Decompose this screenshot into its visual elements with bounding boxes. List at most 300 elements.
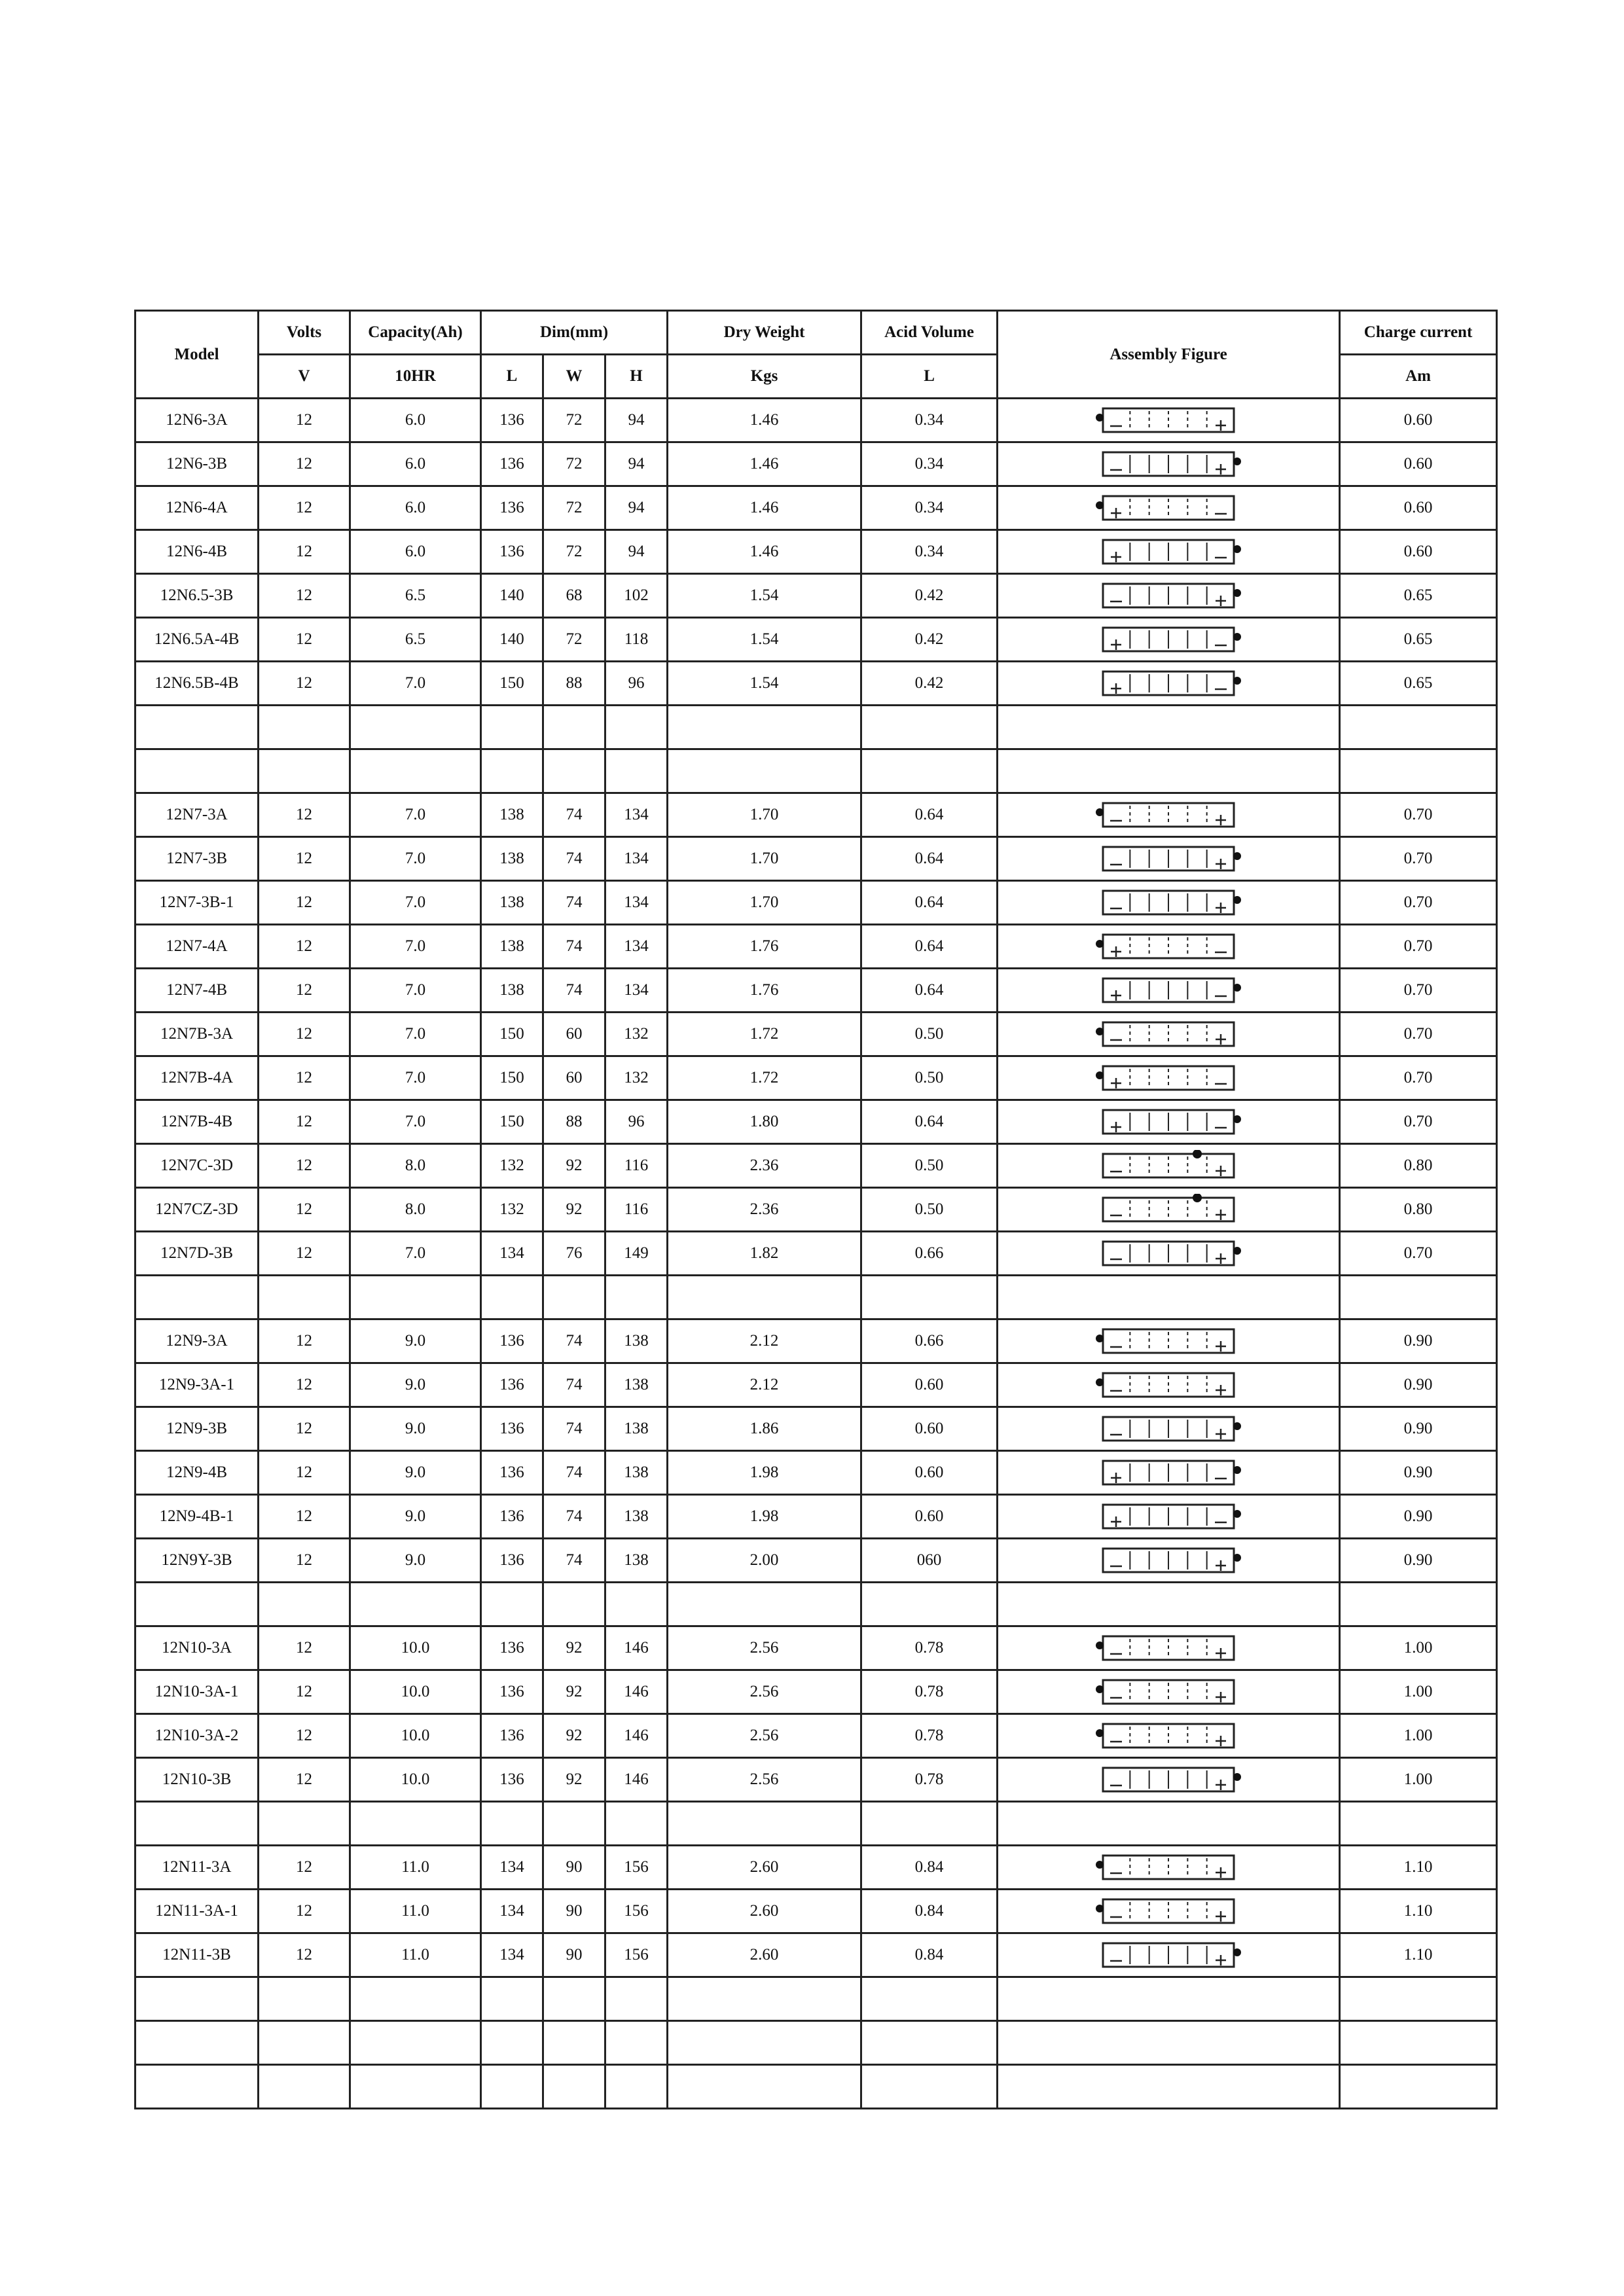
charge-current-cell: 1.00 xyxy=(1340,1714,1497,1758)
battery-spec-table xyxy=(134,310,1498,2109)
dim-w-cell xyxy=(543,749,605,793)
dim-l-cell: 140 xyxy=(481,574,543,618)
acid-volume-cell: 0.78 xyxy=(861,1670,998,1714)
dry-weight-cell: 1.70 xyxy=(668,793,861,837)
dim-h-cell: 134 xyxy=(605,881,668,925)
dim-w-cell: 76 xyxy=(543,1232,605,1276)
table-row xyxy=(135,1802,1497,1846)
acid-volume-cell xyxy=(861,706,998,749)
assembly-figure-cell xyxy=(998,1407,1340,1451)
acid-volume-cell: 0.78 xyxy=(861,1758,998,1802)
dim-w-cell: 74 xyxy=(543,1495,605,1539)
model-cell: 12N9-3A xyxy=(135,1319,259,1363)
assembly-figure-cell xyxy=(998,1846,1340,1890)
charge-current-cell: 0.60 xyxy=(1340,399,1497,442)
dim-l-cell xyxy=(481,1977,543,2021)
dry-weight-cell: 2.56 xyxy=(668,1670,861,1714)
assembly-figure-cell xyxy=(998,1056,1340,1100)
battery-terminal-diagram-icon xyxy=(1090,580,1247,611)
table-row xyxy=(135,2065,1497,2109)
table-row xyxy=(135,442,1497,486)
assembly-figure-cell xyxy=(998,1802,1340,1846)
table-row xyxy=(135,1363,1497,1407)
dim-l-cell: 138 xyxy=(481,925,543,969)
dry-weight-cell xyxy=(668,1583,861,1626)
dim-w-cell xyxy=(543,1802,605,1846)
dim-w-cell: 74 xyxy=(543,1539,605,1583)
dim-w-cell: 74 xyxy=(543,1319,605,1363)
charge-current-cell: 1.00 xyxy=(1340,1670,1497,1714)
dry-weight-cell: 1.54 xyxy=(668,618,861,662)
dry-weight-cell: 2.12 xyxy=(668,1363,861,1407)
capacity-cell: 9.0 xyxy=(350,1363,481,1407)
dry-weight-cell: 2.00 xyxy=(668,1539,861,1583)
charge-current-cell: 1.00 xyxy=(1340,1626,1497,1670)
volts-cell: 12 xyxy=(259,1670,350,1714)
model-cell: 12N10-3B xyxy=(135,1758,259,1802)
volts-cell: 12 xyxy=(259,881,350,925)
dim-h-cell: 102 xyxy=(605,574,668,618)
charge-current-cell: 0.65 xyxy=(1340,574,1497,618)
table-row xyxy=(135,1890,1497,1933)
table-row xyxy=(135,793,1497,837)
capacity-cell: 6.0 xyxy=(350,442,481,486)
acid-volume-cell xyxy=(861,1802,998,1846)
acid-volume-cell: 0.42 xyxy=(861,618,998,662)
battery-terminal-diagram-icon xyxy=(1090,1895,1247,1927)
capacity-cell: 11.0 xyxy=(350,1846,481,1890)
table-row xyxy=(135,1933,1497,1977)
dim-h-cell: 132 xyxy=(605,1056,668,1100)
header-volts-unit: V xyxy=(259,355,350,399)
capacity-cell: 7.0 xyxy=(350,1056,481,1100)
dim-h-cell: 134 xyxy=(605,925,668,969)
battery-terminal-diagram-icon xyxy=(1090,668,1247,699)
capacity-cell: 6.0 xyxy=(350,486,481,530)
volts-cell: 12 xyxy=(259,662,350,706)
acid-volume-cell: 0.64 xyxy=(861,881,998,925)
model-cell: 12N6-4B xyxy=(135,530,259,574)
model-cell xyxy=(135,1583,259,1626)
table-row xyxy=(135,749,1497,793)
dim-w-cell xyxy=(543,706,605,749)
table-row xyxy=(135,1495,1497,1539)
charge-current-cell: 0.70 xyxy=(1340,1013,1497,1056)
dim-l-cell: 134 xyxy=(481,1933,543,1977)
header-dim-l: L xyxy=(481,355,543,399)
dim-l-cell: 138 xyxy=(481,793,543,837)
dim-h-cell: 156 xyxy=(605,1890,668,1933)
volts-cell: 12 xyxy=(259,1056,350,1100)
acid-volume-cell: 0.50 xyxy=(861,1056,998,1100)
dim-h-cell: 94 xyxy=(605,399,668,442)
dry-weight-cell: 2.60 xyxy=(668,1933,861,1977)
table-row xyxy=(135,1100,1497,1144)
model-cell: 12N7-3A xyxy=(135,793,259,837)
dry-weight-cell xyxy=(668,749,861,793)
table-row xyxy=(135,399,1497,442)
charge-current-cell: 0.70 xyxy=(1340,925,1497,969)
table-row xyxy=(135,1758,1497,1802)
dim-l-cell: 138 xyxy=(481,881,543,925)
dim-l-cell: 132 xyxy=(481,1188,543,1232)
dim-h-cell xyxy=(605,1977,668,2021)
volts-cell xyxy=(259,2021,350,2065)
acid-volume-cell: 0.34 xyxy=(861,530,998,574)
volts-cell: 12 xyxy=(259,1188,350,1232)
battery-terminal-diagram-icon xyxy=(1090,1545,1247,1576)
charge-current-cell: 0.70 xyxy=(1340,969,1497,1013)
dry-weight-cell: 2.36 xyxy=(668,1144,861,1188)
capacity-cell: 7.0 xyxy=(350,1232,481,1276)
volts-cell: 12 xyxy=(259,442,350,486)
assembly-figure-cell xyxy=(998,1363,1340,1407)
charge-current-cell: 0.90 xyxy=(1340,1319,1497,1363)
assembly-figure-cell xyxy=(998,2065,1340,2109)
dim-w-cell: 68 xyxy=(543,574,605,618)
dim-h-cell: 134 xyxy=(605,837,668,881)
charge-current-cell xyxy=(1340,706,1497,749)
table-row xyxy=(135,1451,1497,1495)
dry-weight-cell: 1.76 xyxy=(668,925,861,969)
volts-cell: 12 xyxy=(259,969,350,1013)
table-row xyxy=(135,1583,1497,1626)
volts-cell: 12 xyxy=(259,1714,350,1758)
dry-weight-cell: 2.56 xyxy=(668,1714,861,1758)
model-cell: 12N9-4B-1 xyxy=(135,1495,259,1539)
battery-terminal-diagram-icon xyxy=(1090,1238,1247,1269)
charge-current-cell: 1.10 xyxy=(1340,1933,1497,1977)
volts-cell: 12 xyxy=(259,837,350,881)
charge-current-cell: 0.90 xyxy=(1340,1539,1497,1583)
dim-w-cell: 74 xyxy=(543,1407,605,1451)
volts-cell: 12 xyxy=(259,1100,350,1144)
dim-w-cell: 72 xyxy=(543,442,605,486)
dim-h-cell: 94 xyxy=(605,486,668,530)
table-row xyxy=(135,1846,1497,1890)
acid-volume-cell: 0.42 xyxy=(861,574,998,618)
capacity-cell: 10.0 xyxy=(350,1626,481,1670)
dry-weight-cell xyxy=(668,2065,861,2109)
table-row xyxy=(135,1670,1497,1714)
volts-cell: 12 xyxy=(259,486,350,530)
dry-weight-cell: 2.60 xyxy=(668,1890,861,1933)
charge-current-cell: 0.90 xyxy=(1340,1495,1497,1539)
dim-l-cell: 136 xyxy=(481,1495,543,1539)
dim-h-cell xyxy=(605,2065,668,2109)
assembly-figure-cell xyxy=(998,793,1340,837)
header-dim: Dim(mm) xyxy=(481,311,668,355)
model-cell: 12N10-3A-1 xyxy=(135,1670,259,1714)
dim-l-cell: 136 xyxy=(481,1539,543,1583)
assembly-figure-cell xyxy=(998,1451,1340,1495)
dry-weight-cell: 1.98 xyxy=(668,1451,861,1495)
dry-weight-cell: 1.46 xyxy=(668,530,861,574)
charge-current-cell xyxy=(1340,1802,1497,1846)
dim-l-cell xyxy=(481,706,543,749)
dim-l-cell: 136 xyxy=(481,530,543,574)
model-cell: 12N6-3B xyxy=(135,442,259,486)
acid-volume-cell: 0.84 xyxy=(861,1846,998,1890)
battery-terminal-diagram-icon xyxy=(1090,1413,1247,1444)
acid-volume-cell: 0.60 xyxy=(861,1363,998,1407)
capacity-cell xyxy=(350,1583,481,1626)
dim-w-cell: 74 xyxy=(543,881,605,925)
charge-current-cell: 0.70 xyxy=(1340,1056,1497,1100)
dry-weight-cell: 1.72 xyxy=(668,1056,861,1100)
dim-w-cell: 74 xyxy=(543,925,605,969)
battery-terminal-diagram-icon xyxy=(1090,1018,1247,1050)
assembly-figure-cell xyxy=(998,1758,1340,1802)
assembly-figure-cell xyxy=(998,1144,1340,1188)
acid-volume-cell: 0.50 xyxy=(861,1188,998,1232)
model-cell: 12N9-4B xyxy=(135,1451,259,1495)
charge-current-cell: 0.90 xyxy=(1340,1451,1497,1495)
battery-terminal-diagram-icon xyxy=(1090,448,1247,480)
dim-w-cell: 92 xyxy=(543,1714,605,1758)
volts-cell: 12 xyxy=(259,618,350,662)
assembly-figure-cell xyxy=(998,1714,1340,1758)
volts-cell: 12 xyxy=(259,1539,350,1583)
acid-volume-cell: 0.84 xyxy=(861,1890,998,1933)
table-row xyxy=(135,1232,1497,1276)
dim-h-cell: 138 xyxy=(605,1539,668,1583)
dim-h-cell xyxy=(605,1276,668,1319)
dim-w-cell xyxy=(543,2065,605,2109)
capacity-cell: 7.0 xyxy=(350,969,481,1013)
volts-cell: 12 xyxy=(259,1626,350,1670)
battery-terminal-diagram-icon xyxy=(1090,975,1247,1006)
battery-terminal-diagram-icon xyxy=(1090,931,1247,962)
charge-current-cell: 0.60 xyxy=(1340,442,1497,486)
dry-weight-cell: 1.86 xyxy=(668,1407,861,1451)
dim-h-cell: 134 xyxy=(605,793,668,837)
dry-weight-cell: 1.54 xyxy=(668,662,861,706)
table-row xyxy=(135,706,1497,749)
volts-cell: 12 xyxy=(259,1319,350,1363)
capacity-cell xyxy=(350,1802,481,1846)
header-dry-weight-unit: Kgs xyxy=(668,355,861,399)
acid-volume-cell: 0.78 xyxy=(861,1626,998,1670)
dry-weight-cell: 2.56 xyxy=(668,1626,861,1670)
dim-h-cell: 146 xyxy=(605,1670,668,1714)
dim-h-cell: 132 xyxy=(605,1013,668,1056)
header-row-1 xyxy=(135,311,1497,355)
dim-h-cell xyxy=(605,2021,668,2065)
battery-terminal-diagram-icon xyxy=(1090,1062,1247,1094)
battery-terminal-diagram-icon xyxy=(1090,492,1247,524)
dim-l-cell: 132 xyxy=(481,1144,543,1188)
battery-terminal-diagram-icon xyxy=(1090,1106,1247,1138)
battery-terminal-diagram-icon xyxy=(1090,1676,1247,1708)
acid-volume-cell xyxy=(861,749,998,793)
table-row xyxy=(135,662,1497,706)
dry-weight-cell: 1.80 xyxy=(668,1100,861,1144)
dim-w-cell: 88 xyxy=(543,1100,605,1144)
assembly-figure-cell xyxy=(998,881,1340,925)
header-capacity-unit: 10HR xyxy=(350,355,481,399)
table-row xyxy=(135,1144,1497,1188)
dim-w-cell xyxy=(543,1276,605,1319)
volts-cell: 12 xyxy=(259,1933,350,1977)
charge-current-cell xyxy=(1340,1276,1497,1319)
model-cell: 12N11-3A xyxy=(135,1846,259,1890)
assembly-figure-cell xyxy=(998,1890,1340,1933)
dry-weight-cell: 1.70 xyxy=(668,837,861,881)
assembly-figure-cell xyxy=(998,1626,1340,1670)
dim-w-cell xyxy=(543,1977,605,2021)
table-row xyxy=(135,1977,1497,2021)
charge-current-cell: 0.60 xyxy=(1340,486,1497,530)
acid-volume-cell: 0.60 xyxy=(861,1495,998,1539)
assembly-figure-cell xyxy=(998,399,1340,442)
dim-l-cell xyxy=(481,1583,543,1626)
assembly-figure-cell xyxy=(998,442,1340,486)
assembly-figure-cell xyxy=(998,1100,1340,1144)
charge-current-cell xyxy=(1340,749,1497,793)
table-row xyxy=(135,1013,1497,1056)
charge-current-cell: 0.65 xyxy=(1340,618,1497,662)
model-cell xyxy=(135,2065,259,2109)
model-cell: 12N7-4A xyxy=(135,925,259,969)
table-row xyxy=(135,881,1497,925)
charge-current-cell xyxy=(1340,2065,1497,2109)
assembly-figure-cell xyxy=(998,486,1340,530)
dim-l-cell: 136 xyxy=(481,1714,543,1758)
model-cell: 12N10-3A-2 xyxy=(135,1714,259,1758)
assembly-figure-cell xyxy=(998,1013,1340,1056)
dry-weight-cell xyxy=(668,2021,861,2065)
capacity-cell: 10.0 xyxy=(350,1670,481,1714)
header-assembly-figure: Assembly Figure xyxy=(998,311,1340,399)
dim-l-cell xyxy=(481,1802,543,1846)
battery-terminal-diagram-icon xyxy=(1090,1852,1247,1883)
dim-w-cell: 72 xyxy=(543,530,605,574)
dry-weight-cell: 1.98 xyxy=(668,1495,861,1539)
acid-volume-cell: 0.64 xyxy=(861,837,998,881)
dim-h-cell xyxy=(605,1802,668,1846)
charge-current-cell: 0.70 xyxy=(1340,1100,1497,1144)
dim-l-cell: 134 xyxy=(481,1890,543,1933)
table-row xyxy=(135,486,1497,530)
acid-volume-cell: 060 xyxy=(861,1539,998,1583)
dim-w-cell: 72 xyxy=(543,486,605,530)
capacity-cell: 7.0 xyxy=(350,1100,481,1144)
battery-terminal-diagram-icon xyxy=(1090,536,1247,567)
dim-l-cell: 150 xyxy=(481,1100,543,1144)
capacity-cell: 6.5 xyxy=(350,618,481,662)
capacity-cell: 7.0 xyxy=(350,793,481,837)
dry-weight-cell xyxy=(668,1802,861,1846)
model-cell xyxy=(135,1977,259,2021)
battery-terminal-diagram-icon xyxy=(1090,1764,1247,1795)
header-charge-current: Charge current xyxy=(1340,311,1497,355)
table-row xyxy=(135,618,1497,662)
model-cell: 12N7-3B xyxy=(135,837,259,881)
battery-terminal-diagram-icon xyxy=(1090,1939,1247,1971)
charge-current-cell: 0.70 xyxy=(1340,881,1497,925)
assembly-figure-cell xyxy=(998,749,1340,793)
dry-weight-cell: 2.12 xyxy=(668,1319,861,1363)
dim-l-cell: 138 xyxy=(481,969,543,1013)
dim-w-cell: 92 xyxy=(543,1188,605,1232)
dim-l-cell: 138 xyxy=(481,837,543,881)
dry-weight-cell: 2.56 xyxy=(668,1758,861,1802)
table-row xyxy=(135,969,1497,1013)
acid-volume-cell: 0.64 xyxy=(861,969,998,1013)
battery-terminal-diagram-icon xyxy=(1090,1501,1247,1532)
table-row xyxy=(135,2021,1497,2065)
model-cell: 12N6-3A xyxy=(135,399,259,442)
dim-l-cell xyxy=(481,749,543,793)
capacity-cell: 9.0 xyxy=(350,1451,481,1495)
capacity-cell: 7.0 xyxy=(350,1013,481,1056)
assembly-figure-cell xyxy=(998,1670,1340,1714)
dim-l-cell: 136 xyxy=(481,1670,543,1714)
charge-current-cell: 0.65 xyxy=(1340,662,1497,706)
dim-l-cell: 136 xyxy=(481,1451,543,1495)
dry-weight-cell xyxy=(668,706,861,749)
volts-cell: 12 xyxy=(259,1890,350,1933)
battery-terminal-diagram-icon xyxy=(1090,1457,1247,1488)
dim-l-cell: 140 xyxy=(481,618,543,662)
capacity-cell xyxy=(350,1977,481,2021)
header-acid-volume-unit: L xyxy=(861,355,998,399)
header-volts: Volts xyxy=(259,311,350,355)
dim-l-cell: 136 xyxy=(481,399,543,442)
table-row xyxy=(135,1714,1497,1758)
header-acid-volume: Acid Volume xyxy=(861,311,998,355)
dim-l-cell: 136 xyxy=(481,1758,543,1802)
volts-cell: 12 xyxy=(259,1451,350,1495)
dim-h-cell: 138 xyxy=(605,1363,668,1407)
assembly-figure-cell xyxy=(998,1232,1340,1276)
assembly-figure-cell xyxy=(998,837,1340,881)
acid-volume-cell: 0.34 xyxy=(861,442,998,486)
dim-w-cell: 60 xyxy=(543,1013,605,1056)
charge-current-cell xyxy=(1340,1583,1497,1626)
dry-weight-cell: 1.46 xyxy=(668,399,861,442)
charge-current-cell: 0.70 xyxy=(1340,1232,1497,1276)
model-cell: 12N9-3B xyxy=(135,1407,259,1451)
charge-current-cell: 0.90 xyxy=(1340,1363,1497,1407)
battery-terminal-diagram-icon xyxy=(1090,799,1247,831)
acid-volume-cell: 0.78 xyxy=(861,1714,998,1758)
acid-volume-cell: 0.60 xyxy=(861,1407,998,1451)
dim-h-cell: 138 xyxy=(605,1451,668,1495)
table-row xyxy=(135,925,1497,969)
capacity-cell: 7.0 xyxy=(350,925,481,969)
dim-l-cell xyxy=(481,2065,543,2109)
charge-current-cell: 1.00 xyxy=(1340,1758,1497,1802)
dim-l-cell: 134 xyxy=(481,1232,543,1276)
acid-volume-cell: 0.34 xyxy=(861,486,998,530)
dim-l-cell: 150 xyxy=(481,1013,543,1056)
acid-volume-cell xyxy=(861,1583,998,1626)
capacity-cell: 6.0 xyxy=(350,530,481,574)
dim-w-cell: 74 xyxy=(543,1363,605,1407)
assembly-figure-cell xyxy=(998,1276,1340,1319)
dim-w-cell: 74 xyxy=(543,837,605,881)
dim-w-cell: 88 xyxy=(543,662,605,706)
capacity-cell xyxy=(350,2065,481,2109)
header-dim-h: H xyxy=(605,355,668,399)
dim-h-cell: 156 xyxy=(605,1846,668,1890)
dim-l-cell: 136 xyxy=(481,1407,543,1451)
model-cell: 12N9Y-3B xyxy=(135,1539,259,1583)
dim-w-cell: 90 xyxy=(543,1933,605,1977)
dry-weight-cell: 2.36 xyxy=(668,1188,861,1232)
